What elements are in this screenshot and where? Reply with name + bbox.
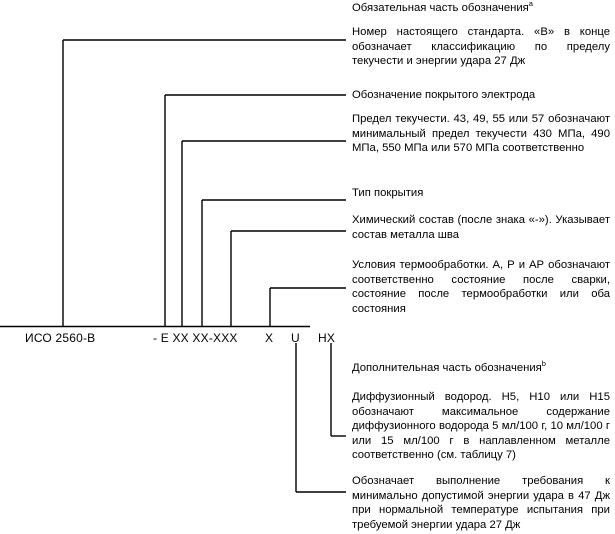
note-impact: Обозначает выполнение требования к минимально допустимой энергии удара в 47 Дж при нормальной температуре испытания при требуемой энергии удара 27 Дж <box>352 475 610 531</box>
code-electrode: - E XX XX-XXX <box>153 331 238 345</box>
note-electrode: Обозначение покрытого электрода <box>352 89 536 101</box>
note-heat-treatment: Условия термообработки. А, Р и АР обозначают соответственно состояние после сварки, состояние после термообработки или оба состояния <box>352 259 610 315</box>
note-hydrogen: Диффузионный водород. Н5, Н10 или Н15 обозначают максимальное содержание диффузионного водорода 5 мл/100 г, 10 мл/100 г или 15 мл/100 г в наплавленном металле соответственно (см. таблицу 7) <box>352 391 610 462</box>
optional-header: Дополнительная часть обозначения$^b$ <box>352 359 546 374</box>
note-chemical-composition: Химический состав (после знака «-»). Указывает состав металла шва <box>352 214 610 241</box>
note-standard-number: Номер настоящего стандарта. «В» в конце обозначает классификацию по пределу текучести и энергии удара 27 Дж <box>352 26 610 68</box>
footnote-mark-b: b <box>541 359 546 369</box>
mandatory-header: Обязательная часть обозначения$^a$ <box>352 0 533 14</box>
note-yield-strength: Предел текучести. 43, 49, 55 или 57 обозначают минимальный предел текучести 430 МПа, 490 МПа, 550 МПа или 570 МПа соответственно <box>352 113 610 155</box>
code-iso: ИСО 2560-В <box>25 331 96 345</box>
code-hydrogen: HX <box>318 331 336 345</box>
code-impact: U <box>291 331 300 345</box>
note-coating-type: Тип покрытия <box>352 187 424 199</box>
code-heat-treatment: X <box>265 331 274 345</box>
footnote-mark-a: a <box>528 0 533 9</box>
